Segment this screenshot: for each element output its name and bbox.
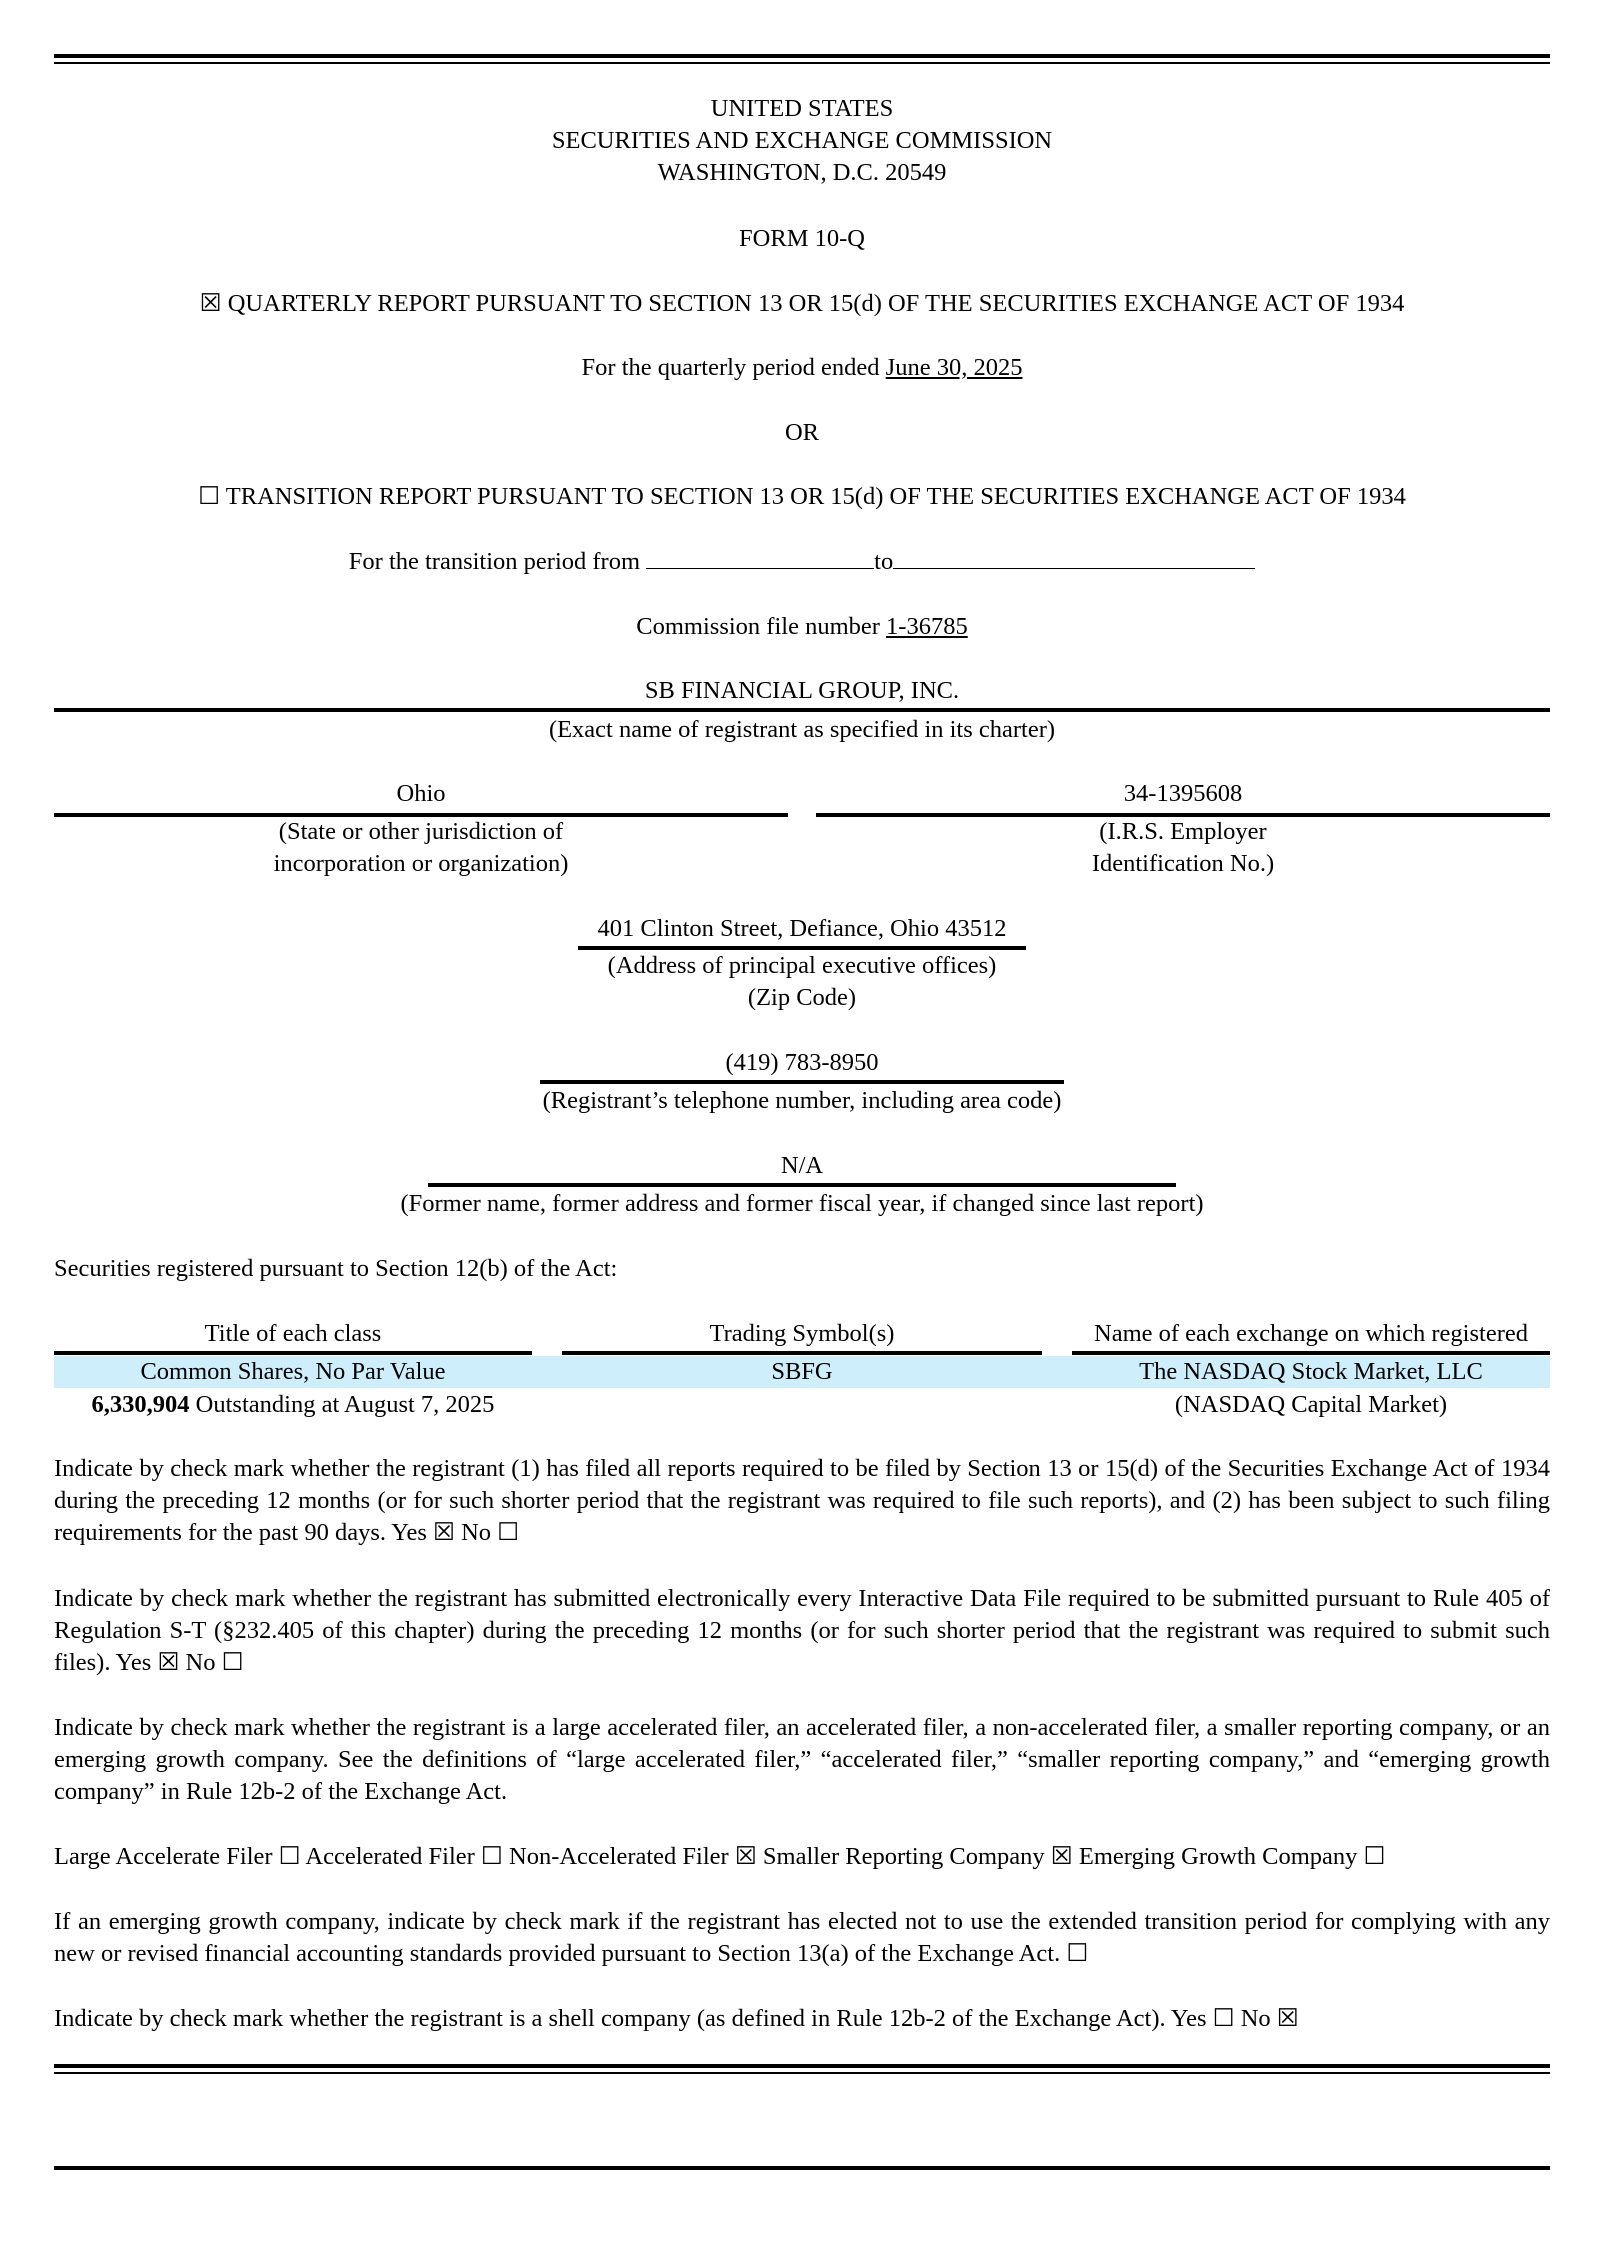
securities-intro: Securities registered pursuant to Section 12(b) of the Act:: [54, 1255, 618, 1282]
filed-reports-paragraph: Indicate by check mark whether the registrant (1) has filed all reports required to be filed by Section 13 or 15(d) of the Securities Exchange Act of 1934 during the preceding 12 months (or for such shorter period that the registrant was required to file such reports), and (2) has been subject to such filing requirements for the past 90 days. Yes ☒ No ☐: [54, 1455, 1550, 1546]
registrant-name-rule: [54, 708, 1550, 712]
former-value: N/A: [780, 1152, 824, 1179]
filer-type-paragraph: Indicate by check mark whether the registrant is a large accelerated filer, an accelerated filer, a non-accelerated filer, a smaller reporting company, or an emerging growth company. See the definitions of “large accelerated filer,” “accelerated filer,” “smaller reporting company,” and “emerging growth company” in Rule 12b-2 of the Exchange Act.: [54, 1714, 1550, 1805]
header-title-of-class: Title of each class: [204, 1320, 382, 1347]
registrant-name-caption: (Exact name of registrant as specified in its charter): [548, 716, 1056, 743]
header-trading-symbol: Trading Symbol(s): [709, 1320, 895, 1347]
state-caption: [54, 816, 788, 880]
bottom-double-rule: [54, 2064, 1550, 2074]
address-caption-line-2: (Zip Code): [747, 984, 857, 1011]
address-caption: [54, 950, 1550, 1014]
market-tier: (NASDAQ Capital Market): [1174, 1391, 1448, 1418]
quarterly-period-line: [54, 352, 1550, 384]
outstanding-count: 6,330,904: [91, 1391, 190, 1418]
quarterly-period-label: For the quarterly period ended: [581, 354, 880, 381]
registrant-name: SB FINANCIAL GROUP, INC.: [644, 677, 960, 704]
header-block: [54, 93, 1550, 189]
footer-rule: [54, 2166, 1550, 2170]
interactive-data-paragraph: Indicate by check mark whether the registrant has submitted electronically every Interactive Data File required to be submitted pursuant to Rule 405 of Regulation S-T (§232.405 of this chapter) during the preceding 12 months (or for such shorter period that the registrant was required to submit such files). Yes ☒ No ☐: [54, 1585, 1550, 1676]
transition-period-line: [54, 546, 1550, 578]
quarterly-period-date: June 30, 2025: [885, 354, 1023, 381]
phone-rule: [540, 1080, 1064, 1084]
header-exchange-name: Name of each exchange on which registered: [1094, 1320, 1528, 1347]
header-rule-2: [562, 1351, 1042, 1355]
commission-line: [54, 611, 1550, 643]
address-value: 401 Clinton Street, Defiance, Ohio 43512: [597, 915, 1007, 942]
filer-options-line: Large Accelerate Filer ☐ Accelerated Filer ☐ Non-Accelerated Filer ☒ Smaller Reporting Company ☒ Emerging Growth Company ☐: [54, 1843, 1386, 1870]
quarterly-report-line: [54, 288, 1550, 320]
transition-to-label: to: [874, 548, 894, 575]
security-exchange: The NASDAQ Stock Market, LLC: [1139, 1358, 1483, 1385]
header-country: UNITED STATES: [710, 95, 894, 122]
state-value: Ohio: [396, 780, 446, 807]
outstanding-text: Outstanding at August 7, 2025: [195, 1391, 495, 1418]
transition-report-text: TRANSITION REPORT PURSUANT TO SECTION 13 OR 15(d) OF THE SECURITIES EXCHANGE ACT OF 1934: [225, 483, 1406, 510]
ein-value: 34-1395608: [1123, 780, 1243, 807]
header-rule-1: [54, 1351, 532, 1355]
form-title: FORM 10-Q: [739, 225, 865, 252]
top-double-rule: [54, 54, 1550, 64]
address-caption-line-1: (Address of principal executive offices): [607, 952, 997, 979]
header-agency: SECURITIES AND EXCHANGE COMMISSION: [551, 127, 1053, 154]
transition-from-label: For the transition period from: [348, 548, 641, 575]
or-text: OR: [784, 419, 820, 446]
commission-label: Commission file number: [636, 613, 880, 640]
commission-number: 1-36785: [886, 613, 968, 640]
outstanding-shares: [54, 1389, 532, 1421]
former-rule: [428, 1183, 1176, 1187]
state-caption-line-1: (State or other jurisdiction of: [278, 818, 564, 845]
phone-value: (419) 783-8950: [725, 1049, 879, 1076]
quarterly-report-text: QUARTERLY REPORT PURSUANT TO SECTION 13 OR 15(d) OF THE SECURITIES EXCHANGE ACT OF 1934: [227, 290, 1405, 317]
shell-company-line: Indicate by check mark whether the registrant is a shell company (as defined in Rule 12b-2 of the Exchange Act). Yes ☐ No ☒: [54, 2005, 1299, 2032]
header-city: WASHINGTON, D.C. 20549: [657, 159, 947, 186]
ein-caption-line-2: Identification No.): [1091, 850, 1275, 877]
transition-from-blank: [646, 548, 874, 569]
ein-caption: [816, 816, 1550, 880]
ein-caption-line-1: (I.R.S. Employer: [1099, 818, 1267, 845]
emerging-growth-paragraph: If an emerging growth company, indicate by check mark if the registrant has elected not to use the extended transition period for complying with any new or revised financial accounting standards provided pursuant to Section 13(a) of the Exchange Act. ☐: [54, 1908, 1550, 1967]
form-page: [54, 0, 1550, 2264]
transition-to-blank: [893, 548, 1255, 569]
former-caption: (Former name, former address and former fiscal year, if changed since last report): [400, 1190, 1204, 1217]
quarterly-checkbox: ☒: [199, 290, 222, 317]
transition-checkbox: ☐: [198, 483, 221, 510]
state-caption-line-2: incorporation or organization): [273, 850, 569, 877]
transition-report-line: [54, 481, 1550, 513]
security-symbol: SBFG: [771, 1358, 833, 1385]
header-rule-3: [1072, 1351, 1550, 1355]
security-class: Common Shares, No Par Value: [140, 1358, 446, 1385]
phone-caption: (Registrant’s telephone number, including area code): [542, 1087, 1062, 1114]
